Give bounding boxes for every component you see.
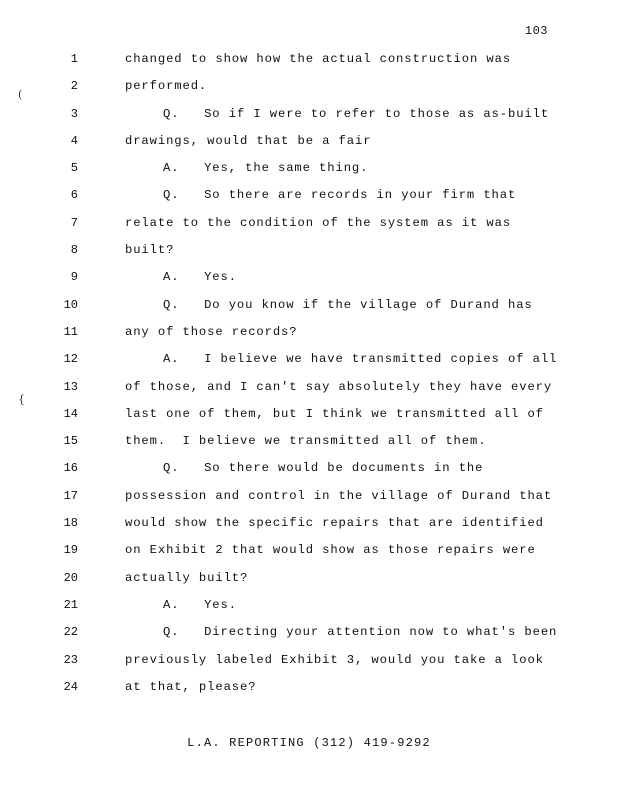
line-text: Q. So there would be documents in the xyxy=(163,461,484,476)
line-text: at that, please? xyxy=(125,679,257,694)
transcript-lines xyxy=(0,50,618,705)
line-text: changed to show how the actual construction was xyxy=(125,52,512,66)
line-number: 23 xyxy=(63,652,78,667)
transcript-line xyxy=(0,105,618,132)
margin-mark: { xyxy=(18,393,25,406)
line-number: 4 xyxy=(70,133,78,148)
transcript-line xyxy=(0,514,618,541)
transcript-line xyxy=(0,487,618,514)
transcript-line xyxy=(0,268,618,295)
line-text: performed. xyxy=(125,79,208,94)
transcript-line xyxy=(0,569,618,596)
line-text: Q. So there are records in your firm that xyxy=(163,188,517,203)
line-text: built? xyxy=(125,243,175,258)
line-text: would show the specific repairs that are identified xyxy=(125,516,544,531)
line-text: drawings, would that be a fair xyxy=(125,133,372,148)
line-number: 20 xyxy=(63,570,78,585)
transcript-line xyxy=(0,378,618,405)
line-number: 12 xyxy=(63,352,78,367)
transcript-line xyxy=(0,405,618,432)
line-number: 19 xyxy=(63,543,78,558)
margin-mark: ( xyxy=(18,88,23,101)
line-number: 8 xyxy=(70,243,78,258)
line-number: 14 xyxy=(63,406,78,421)
line-text: any of those records? xyxy=(125,324,298,339)
line-number: 17 xyxy=(63,488,78,503)
line-number: 13 xyxy=(63,379,78,394)
transcript-line xyxy=(0,132,618,159)
line-text: Q. Directing your attention now to what's been xyxy=(163,625,558,640)
line-number: 16 xyxy=(63,461,78,476)
transcript-line xyxy=(0,541,618,568)
line-number: 10 xyxy=(63,297,78,312)
transcript-line xyxy=(0,323,618,350)
line-text: Q. So if I were to refer to those as as-built xyxy=(163,106,550,121)
line-number: 6 xyxy=(70,188,78,203)
line-text: possession and control in the village of Durand that xyxy=(125,488,553,503)
line-text: last one of them, but I think we transmitted all of xyxy=(125,406,544,421)
line-text: of those, and I can't say absolutely they have every xyxy=(125,379,553,394)
line-number: 7 xyxy=(70,215,78,230)
transcript-line xyxy=(0,296,618,323)
line-text: on Exhibit 2 that would show as those repairs were xyxy=(125,543,536,558)
line-text: A. Yes. xyxy=(163,270,237,285)
transcript-line xyxy=(0,678,618,705)
line-text: A. I believe we have transmitted copies of all xyxy=(163,352,558,367)
page-number: 103 xyxy=(524,24,548,38)
line-number: 21 xyxy=(63,597,78,612)
line-number: 18 xyxy=(63,516,78,531)
transcript-line xyxy=(0,651,618,678)
line-number: 15 xyxy=(63,434,78,449)
footer-reporter: L.A. REPORTING (312) 419-9292 xyxy=(187,736,431,750)
line-number: 2 xyxy=(70,79,78,94)
transcript-line xyxy=(0,241,618,268)
line-text: them. I believe we transmitted all of them. xyxy=(125,434,487,449)
line-text: relate to the condition of the system as it was xyxy=(125,215,512,230)
line-text: previously labeled Exhibit 3, would you take a look xyxy=(125,652,544,667)
line-text: A. Yes. xyxy=(163,597,237,612)
transcript-line xyxy=(0,77,618,104)
line-number: 24 xyxy=(63,679,78,694)
transcript-line xyxy=(0,50,618,77)
line-number: 5 xyxy=(70,161,78,176)
line-number: 3 xyxy=(70,106,78,121)
transcript-line xyxy=(0,596,618,623)
line-number: 22 xyxy=(63,625,78,640)
line-text: actually built? xyxy=(125,570,249,585)
line-number: 1 xyxy=(70,52,78,66)
transcript-line xyxy=(0,432,618,459)
line-number: 9 xyxy=(70,270,78,285)
transcript-line xyxy=(0,350,618,377)
line-text: Q. Do you know if the village of Durand has xyxy=(163,297,533,312)
line-text: A. Yes, the same thing. xyxy=(163,161,369,176)
transcript-line xyxy=(0,459,618,486)
transcript-line xyxy=(0,214,618,241)
transcript-line xyxy=(0,186,618,213)
transcript-line xyxy=(0,159,618,186)
transcript-line xyxy=(0,623,618,650)
line-number: 11 xyxy=(63,324,78,339)
